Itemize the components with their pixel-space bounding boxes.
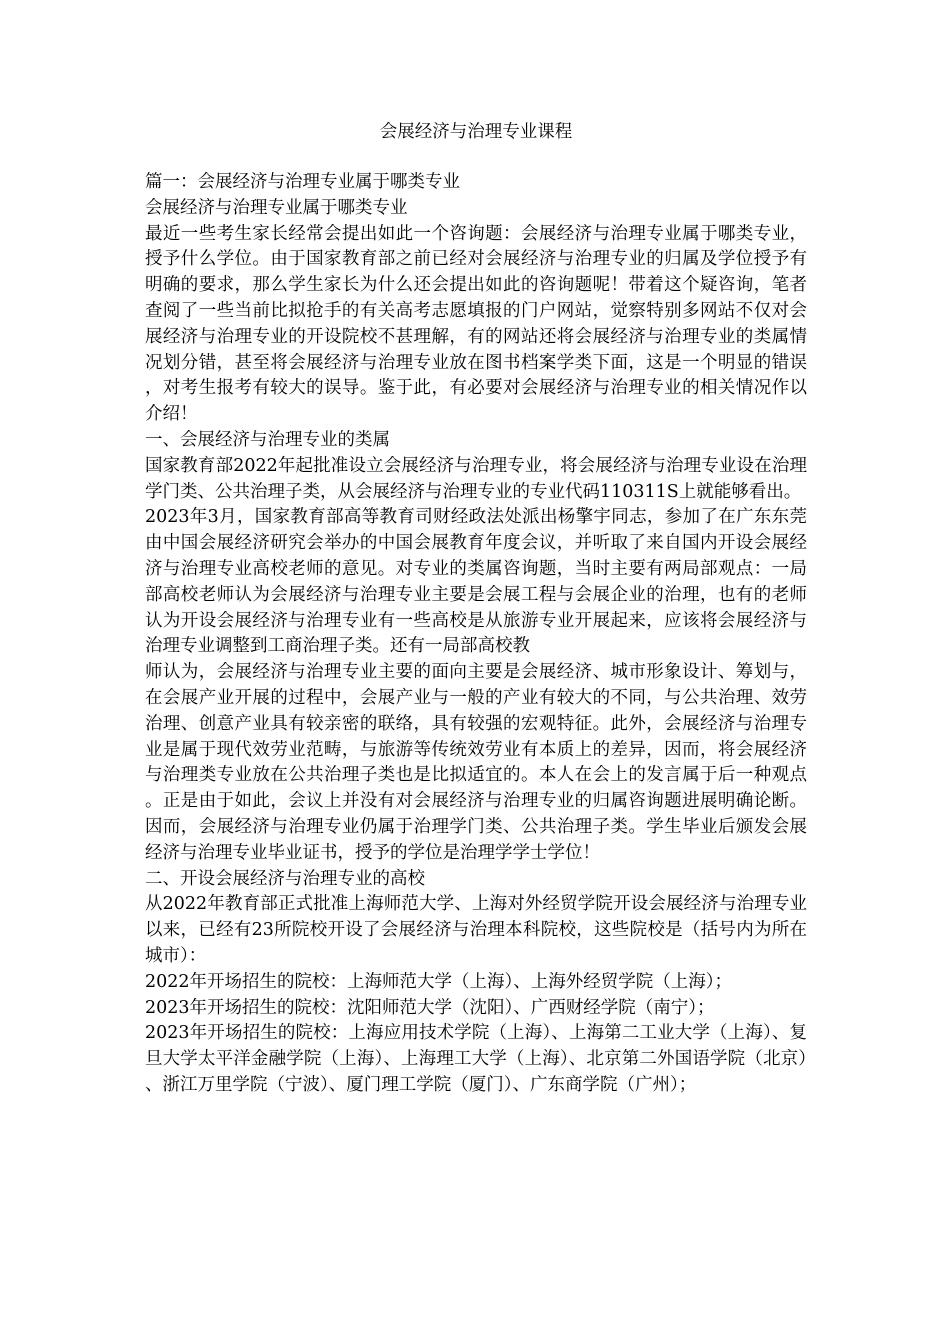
section1-paragraph-3: 师认为，会展经济与治理专业主要的面向主要是会展经济、城市形象设计、筹划与，在会展产业开展的过程中，会展产业与一般的产业有较大的不同，与公共治理、效劳治理、创意产业具有较亲密的联络，具有较强的宏观特征。此外，会展经济与治理专业是属于现代效劳业范畴，与旅游等传统效劳业有本质上的差异，因而，将会展经济与治理类专业放在公共治理子类也是比拟适宜的。本人在会上的发言属于后一种观点。正是由于如此，会议上并没有对会展经济与治理专业的归属咨询题进展明确论断。因而，会展经济与治理专业仍属于治理学门类、公共治理子类。学生毕业后颁发会展经济与治理专业毕业证书，授予的学位是治理学学士学位！ (145, 662, 807, 863)
section2-heading: 二、开设会展经济与治理专业的高校 (145, 868, 425, 889)
section1-paragraph-2: 2023年3月，国家教育部高等教育司财经政法处派出杨擎宇同志，参加了在广东东莞由中国会展经济研究会举办的中国会展教育年度会议，并听取了来自国内开设会展经济与治理专业高校老师的意见。对专业的类属咨询题，当时主要有两局部观点：一局部高校老师认为会展经济与治理专业主要是会展工程与会展企业的治理，也有的老师认为开设会展经济与治理专业有一些高校是从旅游专业开展起来，应该将会展经济与治理专业调整到工商治理子类。还有一局部高校教 (145, 507, 807, 657)
section2-paragraph-1: 从2022年教育部正式批准上海师范大学、上海对外经贸学院开设会展经济与治理专业以来，已经有23所院校开设了会展经济与治理本科院校，这些院校是（括号内为所在城市）： (145, 894, 807, 966)
document-page (145, 120, 807, 1099)
document-title: 会展经济与治理专业课程 (379, 122, 573, 142)
section1-paragraph-1: 国家教育部2022年起批准设立会展经济与治理专业，将会展经济与治理专业设在治理学门类、公共治理子类，从会展经济与治理专业的专业代码110311S上就能够看出。 (145, 455, 807, 502)
part-heading: 篇一：会展经济与治理专业属于哪类专业 (145, 172, 460, 192)
section1-heading: 一、会展经济与治理专业的类属 (145, 429, 390, 450)
section2-paragraph-3: 2023年开场招生的院校：沈阳师范大学（沈阳）、广西财经学院（南宁）； (145, 997, 715, 1018)
sub-heading: 会展经济与治理专业属于哪类专业 (145, 197, 408, 218)
section2-paragraph-2: 2022年开场招生的院校：上海师范大学（上海）、上海外经贸学院（上海）； (145, 971, 733, 992)
section2-paragraph-4: 2023年开场招生的院校：上海应用技术学院（上海）、上海第二工业大学（上海）、复旦大学太平洋金融学院（上海）、上海理工大学（上海）、北京第二外国语学院（北京）、浙江万里学院（宁波）、厦门理工学院（厦门）、广东商学院（广州）； (145, 1023, 807, 1095)
intro-paragraph: 最近一些考生家长经常会提出如此一个咨询题：会展经济与治理专业属于哪类专业，授予什么学位。由于国家教育部之前已经对会展经济与治理专业的归属及学位授予有明确的要求，那么学生家长为什么还会提出如此的咨询题呢！带着这个疑咨询，笔者查阅了一些当前比拟抢手的有关高考志愿填报的门户网站，觉察特别多网站不仅对会展经济与治理专业的开设院校不甚理解，有的网站还将会展经济与治理专业的类属情况划分错，甚至将会展经济与治理专业放在图书档案学类下面，这是一个明显的错误，对考生报考有较大的误导。鉴于此，有必要对会展经济与治理专业的相关情况作以介绍！ (145, 223, 807, 425)
